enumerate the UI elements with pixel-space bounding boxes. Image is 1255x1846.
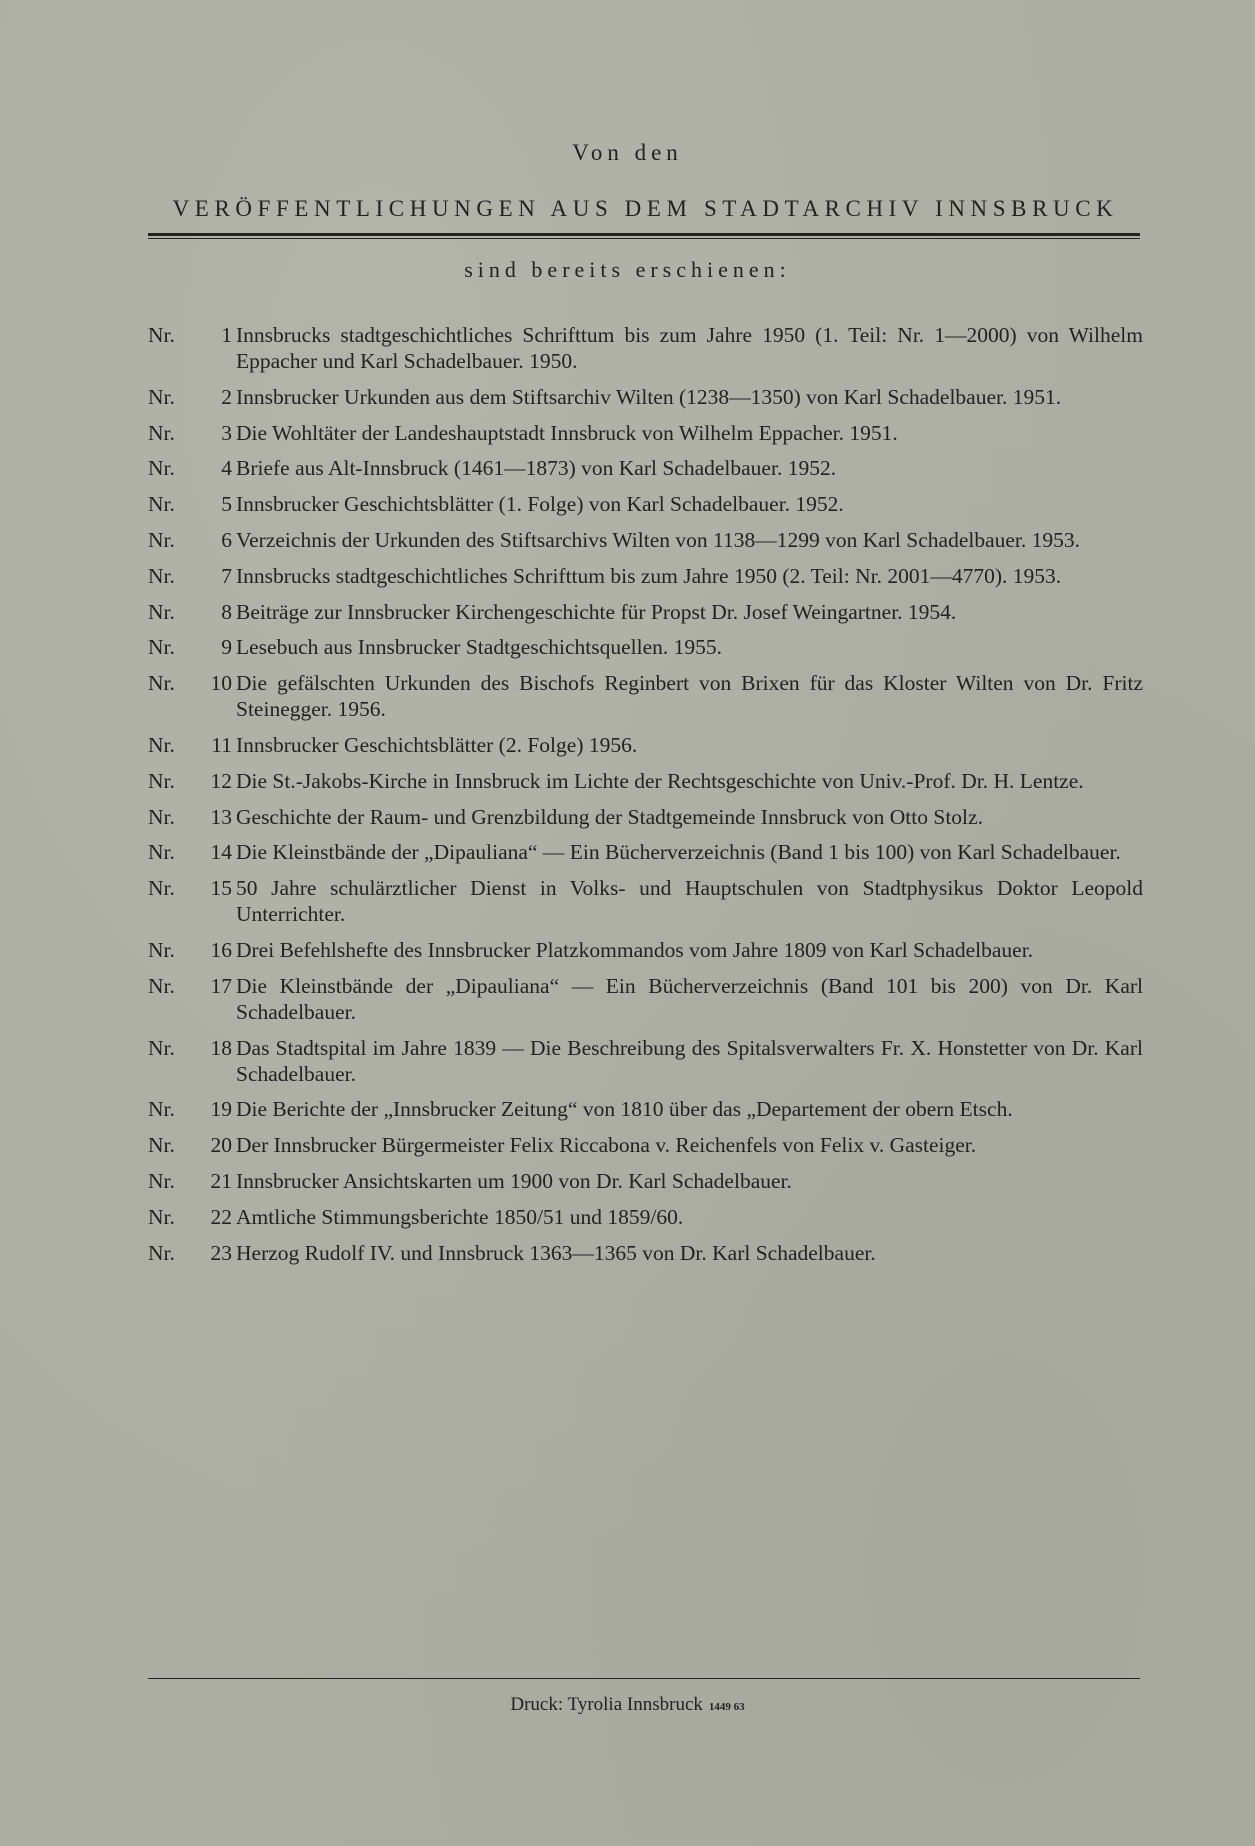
entry-number <box>148 732 236 758</box>
entry-number <box>148 839 236 865</box>
entry-prefix: Nr. <box>148 635 175 660</box>
entry-number-value: 17 <box>210 973 232 998</box>
list-item <box>148 1035 1143 1087</box>
list-item <box>148 839 1143 865</box>
series-title: VERÖFFENTLICHUNGEN AUS DEM STADTARCHIV INNSBRUCK <box>172 196 1119 221</box>
entry-number <box>148 768 236 794</box>
list-item <box>148 973 1143 1025</box>
entry-number <box>148 1096 236 1122</box>
entry-prefix: Nr. <box>148 1035 175 1060</box>
entry-text: Drei Befehlshefte des Innsbrucker Platzkommandos vom Jahre 1809 von Karl Schadelbauer. <box>236 937 1034 962</box>
entry-prefix: Nr. <box>148 937 175 962</box>
entry-prefix: Nr. <box>148 973 175 998</box>
entry-prefix: Nr. <box>148 1133 175 1158</box>
entry-prefix: Nr. <box>148 840 175 865</box>
entry-number-value: 1 <box>221 323 232 347</box>
list-item <box>148 384 1143 410</box>
entry-text: Innsbrucks stadtgeschichtliches Schrifttum bis zum Jahre 1950 (1. Teil: Nr. 1—2000) von Wilhelm Eppacher und Karl Schadelbauer. 1950. <box>236 323 1143 373</box>
entry-number-value: 10 <box>210 671 232 696</box>
entry-number-value: 2 <box>221 384 232 409</box>
entry-number <box>148 1204 236 1230</box>
entry-prefix: Nr. <box>148 732 175 757</box>
list-item <box>148 491 1143 517</box>
intro-line: Von den <box>572 140 683 165</box>
entry-text: Die Wohltäter der Landeshauptstadt Innsbruck von Wilhelm Eppacher. 1951. <box>236 420 898 445</box>
entry-number <box>148 455 236 481</box>
entry-text: Das Stadtspital im Jahre 1839 — Die Beschreibung des Spitalsverwalters Fr. X. Honstetter von Dr. Karl Schadelbauer. <box>236 1035 1143 1086</box>
entry-text: Der Innsbrucker Bürgermeister Felix Riccabona v. Reichenfels von Felix v. Gasteiger. <box>236 1133 977 1158</box>
entry-number <box>148 563 236 589</box>
entry-prefix: Nr. <box>148 1097 175 1122</box>
entry-number-value: 6 <box>221 527 232 552</box>
publication-list <box>148 322 1143 1275</box>
list-item <box>148 322 1143 374</box>
entry-number-value: 13 <box>210 804 232 829</box>
entry-number <box>148 1240 236 1266</box>
entry-number-value: 11 <box>211 732 232 757</box>
entry-prefix: Nr. <box>148 1204 175 1229</box>
entry-text: Beiträge zur Innsbrucker Kirchengeschichte für Propst Dr. Josef Weingartner. 1954. <box>236 599 957 624</box>
entry-prefix: Nr. <box>148 323 175 347</box>
entry-number-value: 9 <box>221 635 232 660</box>
entry-text: Die St.-Jakobs-Kirche in Innsbruck im Lichte der Rechtsgeschichte von Univ.-Prof. Dr. H. Lentze. <box>236 768 1084 793</box>
list-item <box>148 937 1143 963</box>
entry-prefix: Nr. <box>148 563 175 588</box>
footer-rule <box>148 1678 1140 1679</box>
entry-text: Verzeichnis der Urkunden des Stiftsarchivs Wilten von 1138—1299 von Karl Schadelbauer. 1953. <box>236 527 1081 552</box>
list-item <box>148 670 1143 722</box>
entry-number-value: 22 <box>210 1204 232 1229</box>
entry-number <box>148 420 236 446</box>
entry-text: Die Berichte der „Innsbrucker Zeitung“ von 1810 über das „Departement der obern Etsch. <box>236 1097 1013 1122</box>
entry-prefix: Nr. <box>148 456 175 481</box>
entry-prefix: Nr. <box>148 384 175 409</box>
entry-prefix: Nr. <box>148 671 175 696</box>
list-item <box>148 732 1143 758</box>
entry-text: Innsbrucks stadtgeschichtliches Schrifttum bis zum Jahre 1950 (2. Teil: Nr. 2001—4770). 1953. <box>236 563 1062 588</box>
entry-number-value: 4 <box>221 456 232 481</box>
entry-number-value: 20 <box>210 1133 232 1158</box>
list-item <box>148 804 1143 830</box>
entry-number-value: 15 <box>210 876 232 901</box>
entry-prefix: Nr. <box>148 1168 175 1193</box>
subtitle-line: sind bereits erschienen: <box>464 257 791 282</box>
list-item <box>148 1168 1143 1194</box>
entry-number <box>148 527 236 553</box>
list-item <box>148 875 1143 927</box>
entry-number <box>148 670 236 722</box>
entry-number-value: 7 <box>221 563 232 588</box>
imprint-text: Druck: Tyrolia Innsbruck <box>510 1694 703 1715</box>
entry-prefix: Nr. <box>148 492 175 517</box>
entry-text: Innsbrucker Geschichtsblätter (2. Folge) 1956. <box>236 732 638 757</box>
entry-number-value: 23 <box>210 1240 232 1265</box>
entry-prefix: Nr. <box>148 599 175 624</box>
list-item <box>148 634 1143 660</box>
entry-text: Die gefälschten Urkunden des Bischofs Reginbert von Brixen für das Kloster Wilten von Dr. Fritz Steinegger. 1956. <box>236 671 1143 722</box>
entry-prefix: Nr. <box>148 804 175 829</box>
entry-prefix: Nr. <box>148 527 175 552</box>
imprint <box>0 1694 1255 1716</box>
entry-number <box>148 804 236 830</box>
entry-number-value: 19 <box>210 1097 232 1122</box>
list-item <box>148 599 1143 625</box>
list-item <box>148 768 1143 794</box>
entry-number <box>148 875 236 927</box>
entry-text: Lesebuch aus Innsbrucker Stadtgeschichtsquellen. 1955. <box>236 635 723 660</box>
entry-text: Briefe aus Alt-Innsbruck (1461—1873) von Karl Schadelbauer. 1952. <box>236 456 837 481</box>
entry-text: Innsbrucker Urkunden aus dem Stiftsarchiv Wilten (1238—1350) von Karl Schadelbauer. 1951. <box>236 384 1062 409</box>
title-rule-thin <box>148 238 1140 239</box>
entry-text: Herzog Rudolf IV. und Innsbruck 1363—1365 von Dr. Karl Schadelbauer. <box>236 1240 876 1265</box>
entry-number <box>148 1168 236 1194</box>
entry-number <box>148 634 236 660</box>
list-item <box>148 527 1143 553</box>
entry-number-value: 12 <box>210 768 232 793</box>
entry-number <box>148 1035 236 1087</box>
entry-number-value: 8 <box>221 599 232 624</box>
entry-text: 50 Jahre schulärztlicher Dienst in Volks- und Hauptschulen von Stadtphysikus Doktor Leopold Unterrichter. <box>236 876 1143 927</box>
list-item <box>148 1240 1143 1266</box>
entry-prefix: Nr. <box>148 876 175 901</box>
entry-text: Die Kleinstbände der „Dipauliana“ — Ein Bücherverzeichnis (Band 101 bis 200) von Dr. Karl Schadelbauer. <box>236 973 1143 1024</box>
list-item <box>148 455 1143 481</box>
title-rule-thick <box>148 233 1140 236</box>
entry-number-value: 21 <box>210 1168 232 1193</box>
entry-text: Innsbrucker Geschichtsblätter (1. Folge) von Karl Schadelbauer. 1952. <box>236 492 844 517</box>
entry-number <box>148 973 236 1025</box>
entry-text: Die Kleinstbände der „Dipauliana“ — Ein Bücherverzeichnis (Band 1 bis 100) von Karl Schadelbauer. <box>236 840 1121 865</box>
list-item <box>148 1132 1143 1158</box>
list-item <box>148 420 1143 446</box>
entry-number-value: 3 <box>221 420 232 445</box>
entry-number <box>148 937 236 963</box>
list-item <box>148 1096 1143 1122</box>
entry-prefix: Nr. <box>148 1240 175 1265</box>
entry-number <box>148 322 236 374</box>
entry-text: Geschichte der Raum- und Grenzbildung der Stadtgemeinde Innsbruck von Otto Stolz. <box>236 804 983 829</box>
list-item <box>148 1204 1143 1230</box>
print-code: 1449 63 <box>708 1701 745 1713</box>
entry-prefix: Nr. <box>148 768 175 793</box>
entry-number-value: 16 <box>210 937 232 962</box>
list-item <box>148 563 1143 589</box>
entry-number <box>148 491 236 517</box>
entry-number <box>148 384 236 410</box>
entry-text: Innsbrucker Ansichtskarten um 1900 von Dr. Karl Schadelbauer. <box>236 1168 792 1193</box>
entry-text: Amtliche Stimmungsberichte 1850/51 und 1859/60. <box>236 1204 684 1229</box>
entry-number <box>148 599 236 625</box>
entry-number <box>148 1132 236 1158</box>
entry-prefix: Nr. <box>148 420 175 445</box>
entry-number-value: 5 <box>221 492 232 517</box>
entry-number-value: 18 <box>210 1035 232 1060</box>
entry-number-value: 14 <box>210 840 232 865</box>
